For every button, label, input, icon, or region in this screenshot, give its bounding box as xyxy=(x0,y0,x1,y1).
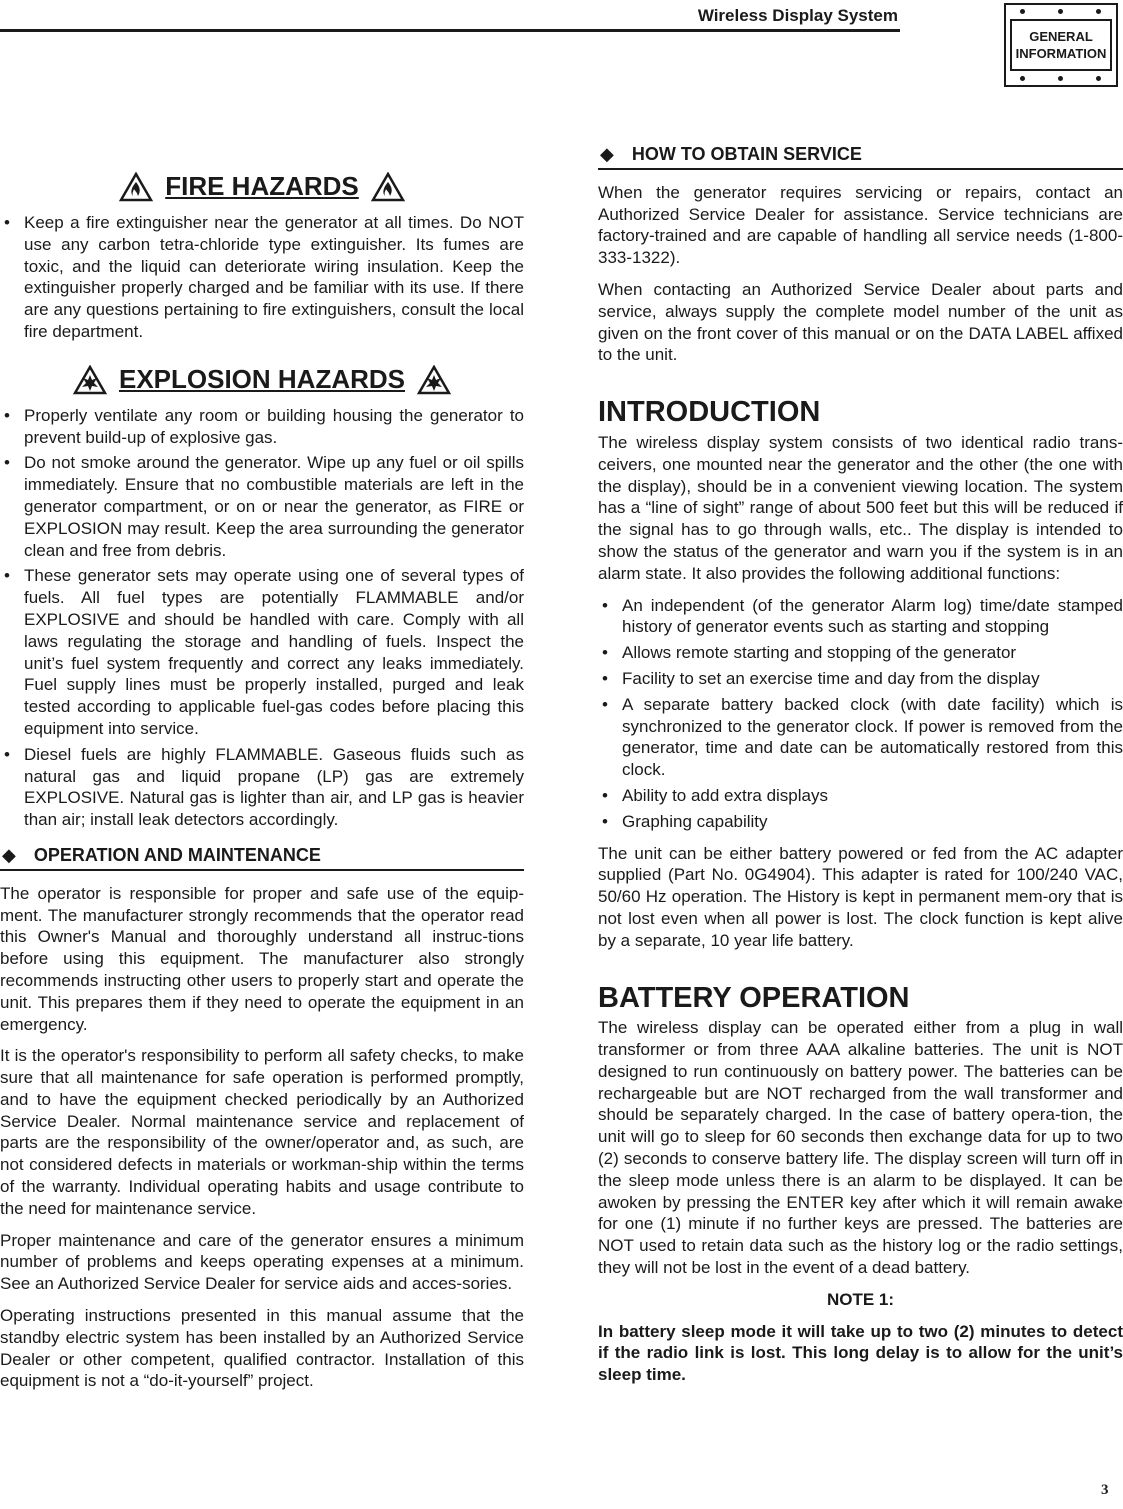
section-badge xyxy=(1004,3,1118,87)
list-item: • Keep a fire extinguisher near the generator at all times. Do NOT use any carbon tetra-chloride type extinguisher. Its fumes are toxic, and the liquid can deteriorate wiring insulation. Keep the extinguisher properly charged and be familiar with its use. If there are any questions pertaining to fire extinguishers, consult the local fire department. xyxy=(4,213,524,341)
badge-dot xyxy=(1096,76,1101,81)
list-item: • Ability to add extra displays xyxy=(602,785,828,805)
badge-dot xyxy=(1096,9,1101,14)
fire-hazards-title: FIRE HAZARDS xyxy=(165,171,359,202)
battery-operation-heading: BATTERY OPERATION xyxy=(598,981,910,1014)
paragraph: The wireless display system consists of two identical radio trans-ceivers, one mounted near the generator and the other (the one with the display), should be in a convenient viewing location. The system has a “line of sight” range of about 500 feet but this will be reduced if the signal has to go through walls, etc.. The display is intended to show the status of the generator and warn you if the system is in an alarm state. It also provides the following additional functions: xyxy=(598,432,1123,583)
operation-maintenance-title: OPERATION AND MAINTENANCE xyxy=(33,844,321,865)
fire-hazards-list xyxy=(0,212,524,343)
obtain-service-heading xyxy=(598,144,1123,170)
paragraph: Proper maintenance and care of the generator ensures a minimum number of problems and keeps operating expenses at a minimum. See an Authorized Service Dealer for service aids and acces-sories. xyxy=(0,1230,524,1294)
badge-line-2: INFORMATION xyxy=(1015,46,1107,61)
functions-list xyxy=(598,595,1123,833)
note-title: NOTE 1: xyxy=(826,1289,895,1309)
paragraph: Operating instructions presented in this manual assume that the standby electric system has been installed by an Authorized Service Dealer or other competent, qualified contractor. Installation of this equipment is not a “do-it-yourself” project. xyxy=(0,1306,524,1391)
list-item: • A separate battery backed clock (with date facility) which is synchronized to the generator clock. If power is removed from the generator, time and date can be automatically restored from this clock. xyxy=(602,694,1123,780)
paragraph: The wireless display can be operated either from a plug in wall transformer or from three AAA alkaline batteries. The unit is NOT designed to run continuously on battery power. The batteries can be rechargeable but are NOT recharged from the wall transformer and should be separately charged. In the case of battery opera-tion, the unit will go to sleep for 60 seconds then exchange data for up to two (2) seconds to conserve battery life. The display screen will turn off in the sleep mode unless there is an alarm to be displayed. It can be awoken by pressing the ENTER key after which it will remain awake for one (1) minute if no further keys are pressed. The batteries are NOT used to retain data such as the history log or the radio settings, they will not be lost in the event of a dead battery. xyxy=(598,1018,1123,1278)
badge-dot xyxy=(1020,9,1025,14)
fire-warning-icon xyxy=(371,172,405,202)
paragraph: The unit can be either battery powered or fed from the AC adapter supplied (Part No. 0G4904). This adapter is rated for 100/240 VAC, 50/60 Hz operation. The History is kept in permanent mem-ory that is not lost even when all power is lost. The clock function is kept alive by a separate, 10 year life battery. xyxy=(598,843,1123,950)
list-item: • Graphing capability xyxy=(602,811,768,831)
list-item: • Do not smoke around the generator. Wipe up any fuel or oil spills immediately. Ensure that no combustible materials are left in the generator compartment, or on or near the generator, as FIRE or EXPLOSION may result. Keep the area surrounding the generator clean and free from debris. xyxy=(4,453,524,560)
paragraph: The operator is responsible for proper and safe use of the equip-ment. The manufacturer strongly recommends that the operator read this Owner's Manual and thoroughly understand all instruc-tions before using this equipment. The manufacturer also strongly recommends instructing other users to properly start and operate the unit. This prepares them if they need to operate the equipment in an emergency. xyxy=(0,883,524,1034)
badge-line-1: GENERAL xyxy=(1029,29,1093,44)
list-item: • Allows remote starting and stopping of the generator xyxy=(602,643,1017,663)
badge-dot xyxy=(1058,76,1063,81)
list-item: • An independent (of the generator Alarm log) time/date stamped history of generator events such as starting and stopping xyxy=(602,595,1123,637)
explosion-warning-icon xyxy=(417,365,451,395)
explosion-warning-icon xyxy=(73,365,107,395)
list-item: • Diesel fuels are highly FLAMMABLE. Gaseous fluids such as natural gas and liquid propane (LP) gas are extremely EXPLOSIVE. Natural gas is lighter than air, and LP gas is heavier than air; install leak detectors accordingly. xyxy=(4,744,524,830)
diamond-bullet-icon: ◆ xyxy=(2,844,16,865)
note-text: In battery sleep mode it will take up to two (2) minutes to detect if the radio link is lost. This long delay is to allow for the unit’s sleep time. xyxy=(598,1321,1123,1385)
explosion-hazards-title: EXPLOSION HAZARDS xyxy=(118,363,406,394)
fire-hazards-heading xyxy=(0,172,524,202)
explosion-hazards-list xyxy=(0,405,524,831)
list-item: • These generator sets may operate using one of several types of fuels. All fuel types are potentially FLAMMABLE and/or EXPLOSIVE and should be handled with care. Comply with all laws regulating the storage and handling of fuels. Inspect the unit’s fuel system frequently and correct any leaks immediately. Fuel supply lines must be properly installed, purged and leak tested according to applicable fuel-gas codes before placing this equipment into service. xyxy=(4,566,524,738)
paragraph: When contacting an Authorized Service Dealer about parts and service, always supply the complete model number of the unit as given on the front cover of this manual or on the DATA LABEL affixed to the unit. xyxy=(598,279,1123,365)
paragraph: When the generator requires servicing or repairs, contact an Authorized Service Dealer for assistance. Service technicians are factory-trained and are capable of handling all service needs (1-800-333-1322). xyxy=(598,182,1123,268)
introduction-heading: INTRODUCTION xyxy=(598,396,821,429)
badge-dot xyxy=(1020,76,1025,81)
obtain-service-title: HOW TO OBTAIN SERVICE xyxy=(631,144,862,164)
document-header-title: Wireless Display System xyxy=(697,6,898,25)
badge-dot xyxy=(1058,9,1063,14)
explosion-hazards-heading xyxy=(0,365,524,395)
paragraph: It is the operator's responsibility to perform all safety checks, to make sure that all maintenance for safe operation is performed promptly, and to have the equipment checked periodically by an Authorized Service Dealer. Normal maintenance service and replacement of parts are the responsibility of the owner/operator and, as such, are not considered defects in materials or workman-ship within the terms of the warranty. Individual operating habits and usage contribute to the need for maintenance service. xyxy=(0,1046,524,1218)
left-column xyxy=(0,140,524,1402)
fire-warning-icon xyxy=(119,172,153,202)
badge-label xyxy=(1010,19,1112,71)
page-number: 3 xyxy=(1101,1482,1109,1498)
diamond-bullet-icon: ◆ xyxy=(600,144,614,164)
right-column xyxy=(598,140,1123,1386)
header-rule xyxy=(0,29,900,32)
operation-maintenance-heading xyxy=(0,845,524,871)
list-item: • Properly ventilate any room or building housing the generator to prevent build-up of explosive gas. xyxy=(4,405,524,447)
list-item: • Facility to set an exercise time and day from the display xyxy=(602,668,1040,688)
